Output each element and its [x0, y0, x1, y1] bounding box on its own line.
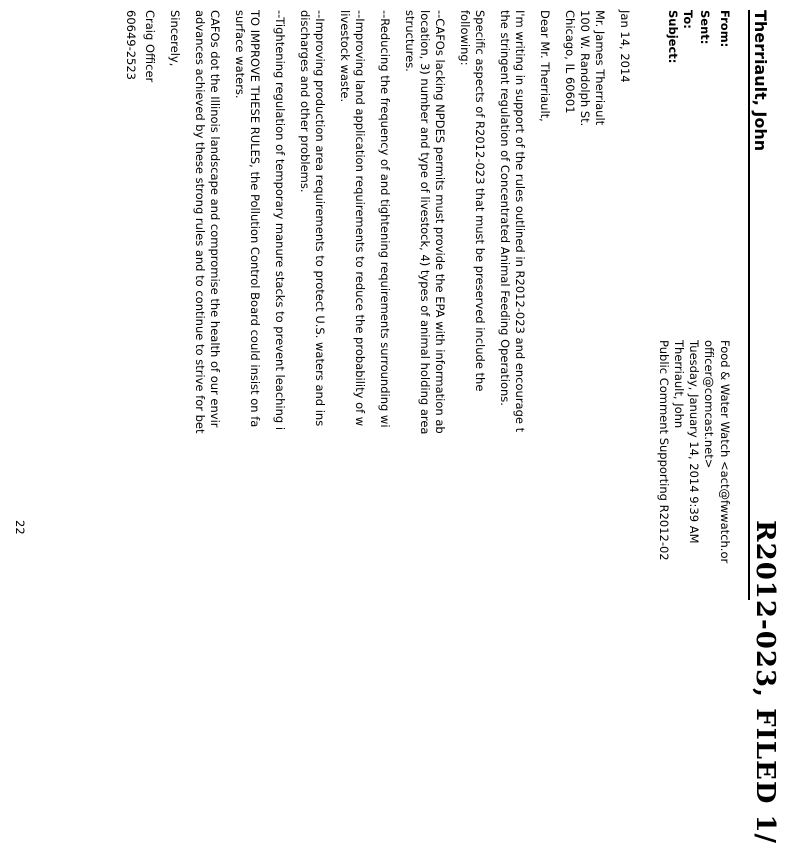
paragraph-improve: TO IMPROVE THESE RULES, the Pollution Control Board could insist on fa surface waters. — [233, 10, 262, 428]
subject-value: Public Comment Supporting R2012-02 — [657, 340, 671, 561]
signer-zip: 60649-2523 — [124, 10, 138, 80]
paragraph-production-area: --Improving production area requirements to protect U.S. waters and ins discharges and other problems. — [298, 10, 327, 427]
from-value-continued: officer@comcast.net> — [702, 340, 716, 469]
page-number: 22 — [13, 520, 27, 535]
signer-name: Craig Officer — [143, 10, 157, 83]
recipient-street: 100 W. Randolph St. — [578, 10, 592, 127]
subject-label: Subject: — [666, 10, 680, 64]
recipient-name: Mr. James Therriault — [593, 10, 607, 126]
letter-date: Jan 14, 2014 — [618, 10, 632, 83]
header-divider — [748, 10, 750, 600]
salutation: Dear Mr. Therriault, — [538, 10, 552, 122]
sender-name: Therriault, John — [751, 10, 770, 152]
closing: Sincerely, — [168, 10, 182, 67]
paragraph-intro: I'm writing in support of the rules outlined in R2012-023 and encourage t the stringent regulation of Concentrated Animal Feeding Operations. — [498, 10, 527, 433]
sent-label: Sent: — [698, 10, 712, 45]
from-label: From: — [718, 10, 732, 48]
paragraph-npdes: --CAFOs lacking NPDES permits must provide the EPA with information ab location, 3) number and type of livestock, 4) types of animal holding area structures. — [403, 10, 447, 435]
letter-body — [113, 10, 632, 610]
paragraph-cafos: CAFOs dot the Illinois landscape and compromise the health of our envir advances achieved by these strong rules and to continue to strive for bet — [193, 10, 222, 434]
paragraph-manure-stacks: --Tightening regulation of temporary manure stacks to prevent leaching i — [273, 10, 287, 431]
paragraph-aspects: Specific aspects of R2012-023 that must be preserved include the following: — [458, 10, 487, 392]
paragraph-frequency: --Reducing the frequency of and tightening requirements surrounding wi — [378, 10, 392, 428]
recipient-city: Chicago, IL 60601 — [563, 10, 577, 114]
sent-value: Tuesday, January 14, 2014 9:39 AM — [687, 340, 701, 544]
from-value: Food & Water Watch <act@fwwatch.or — [718, 340, 732, 564]
to-label: To: — [681, 10, 695, 29]
filing-stamp: R2012-023, FILED 1/ — [750, 520, 780, 844]
paragraph-land-application: --Improving land application requirements to reduce the probability of w livestock waste. — [338, 10, 367, 427]
to-value: Therriault, John — [672, 340, 686, 429]
